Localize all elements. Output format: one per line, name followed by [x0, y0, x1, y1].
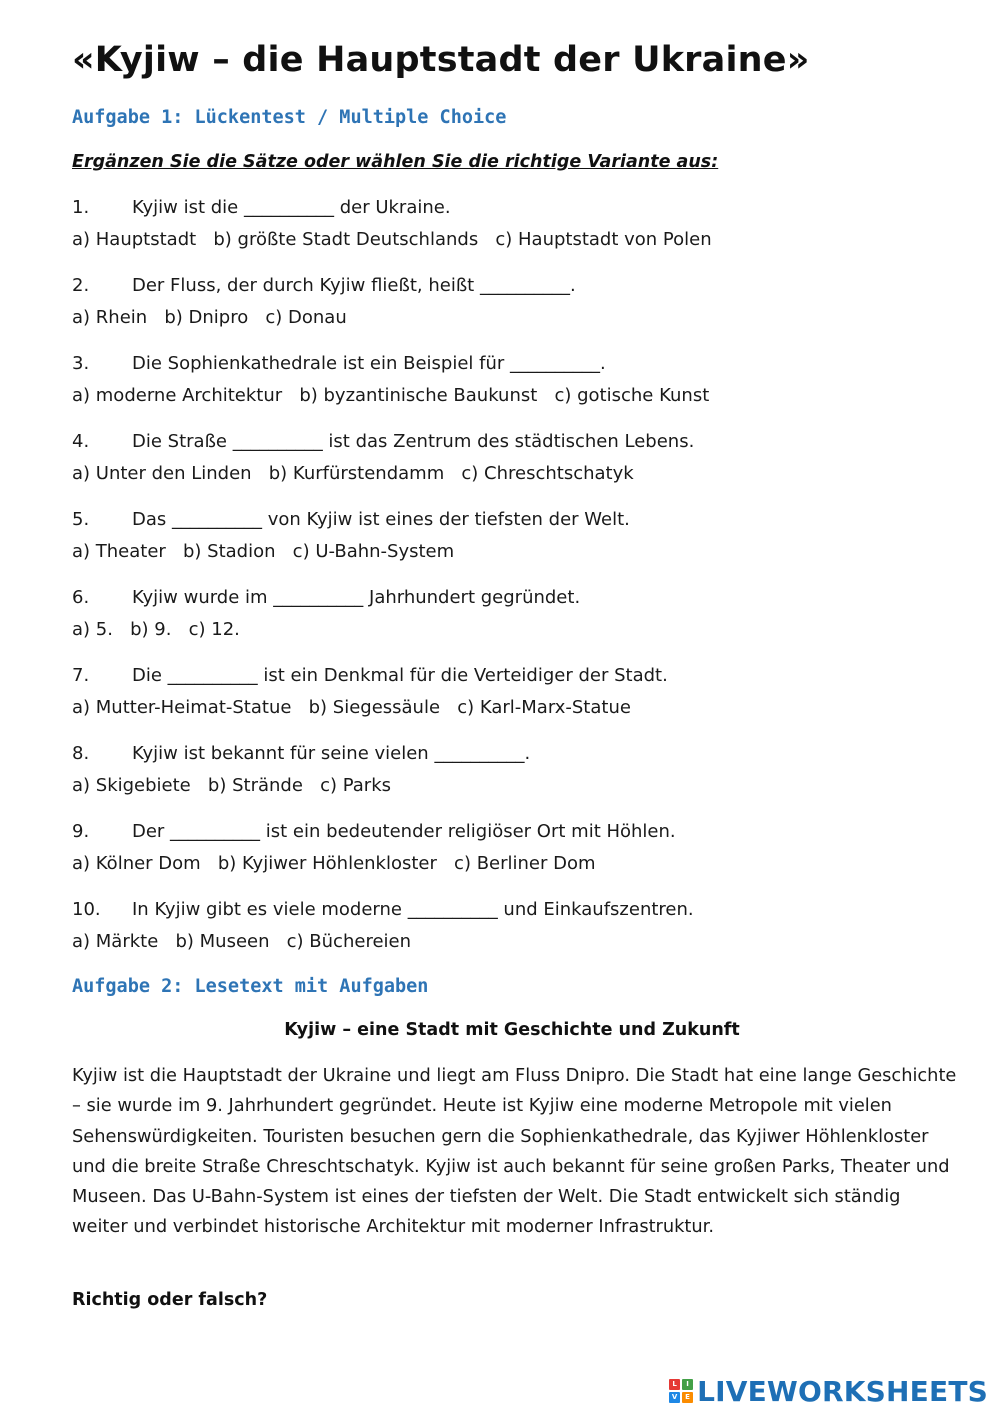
question-number: 7.	[72, 665, 90, 686]
question-number: 4.	[72, 431, 90, 452]
question-item	[72, 582, 962, 646]
task1-heading: Aufgabe 1: Lückentest / Multiple Choice	[72, 107, 507, 128]
question-options: a) 5. b) 9. c) 12.	[72, 619, 240, 640]
question-text: Der Fluss, der durch Kyjiw fließt, heißt __________.	[132, 275, 576, 296]
question-line	[72, 738, 962, 770]
question-text: Kyjiw ist bekannt für seine vielen __________.	[132, 743, 531, 764]
liveworksheets-logo-icon: L I V E	[669, 1379, 693, 1403]
question-options: a) Märkte b) Museen c) Büchereien	[72, 931, 412, 952]
question-text: Das __________ von Kyjiw ist eines der tiefsten der Welt.	[132, 509, 630, 530]
question-options: a) moderne Architektur b) byzantinische Baukunst c) gotische Kunst	[72, 385, 710, 406]
question-options: a) Rhein b) Dnipro c) Donau	[72, 307, 347, 328]
question-number: 1.	[72, 197, 90, 218]
question-text: Die Sophienkathedrale ist ein Beispiel für __________.	[132, 353, 606, 374]
true-false-heading: Richtig oder falsch?	[72, 1290, 268, 1310]
question-item	[72, 816, 962, 880]
reading-title: Kyjiw – eine Stadt mit Geschichte und Zukunft	[284, 1020, 740, 1040]
question-line	[72, 270, 962, 302]
question-text: Die Straße __________ ist das Zentrum des städtischen Lebens.	[132, 431, 695, 452]
question-number: 2.	[72, 275, 90, 296]
question-line	[72, 660, 962, 692]
question-number: 3.	[72, 353, 90, 374]
question-options: a) Mutter-Heimat-Statue b) Siegessäule c) Karl-Marx-Statue	[72, 697, 631, 718]
question-item	[72, 894, 962, 958]
question-line	[72, 894, 962, 926]
question-options: a) Unter den Linden b) Kurfürstendamm c) Chreschtschatyk	[72, 463, 634, 484]
logo-text: LIVEWORKSHEETS	[697, 1374, 988, 1408]
question-line	[72, 504, 962, 536]
question-item	[72, 348, 962, 412]
question-number: 9.	[72, 821, 90, 842]
question-text: Die __________ ist ein Denkmal für die Verteidiger der Stadt.	[132, 665, 668, 686]
question-text: Der __________ ist ein bedeutender religiöser Ort mit Höhlen.	[132, 821, 676, 842]
task1-instruction: Ergänzen Sie die Sätze oder wählen Sie die richtige Variante aus:	[72, 152, 719, 172]
question-item	[72, 504, 962, 568]
question-options: a) Hauptstadt b) größte Stadt Deutschlands c) Hauptstadt von Polen	[72, 229, 712, 250]
question-line	[72, 348, 962, 380]
question-number: 8.	[72, 743, 90, 764]
question-line	[72, 582, 962, 614]
question-line	[72, 426, 962, 458]
question-line	[72, 816, 962, 848]
question-number: 5.	[72, 509, 90, 530]
question-item	[72, 660, 962, 724]
page-title: «Kyjiw – die Hauptstadt der Ukraine»	[72, 40, 810, 80]
question-options: a) Theater b) Stadion c) U-Bahn-System	[72, 541, 455, 562]
question-item	[72, 738, 962, 802]
question-number: 10.	[72, 899, 101, 920]
question-text: In Kyjiw gibt es viele moderne __________ und Einkaufszentren.	[132, 899, 694, 920]
question-text: Kyjiw ist die __________ der Ukraine.	[132, 197, 451, 218]
question-item	[72, 426, 962, 490]
question-item	[72, 270, 962, 334]
question-line	[72, 192, 962, 224]
task2-heading: Aufgabe 2: Lesetext mit Aufgaben	[72, 976, 429, 997]
question-number: 6.	[72, 587, 90, 608]
reading-text: Kyjiw ist die Hauptstadt der Ukraine und liegt am Fluss Dnipro. Die Stadt hat eine lange Geschichte – sie wurde im 9. Jahrhundert gegründet. Heute ist Kyjiw eine moderne Metropole mit vielen Sehenswürdigkeiten. Touristen besuchen gern die Sophienkathedrale, das Kyjiwer Höhlenkloster und die breite Straße Chreschtschatyk. Kyjiw ist auch bekannt für seine großen Parks, Theater und Museen. Das U-Bahn-System ist eines der tiefsten der Welt. Die Stadt entwickelt sich ständig weiter und verbindet historische Architektur mit moderner Infrastruktur.	[72, 1065, 957, 1238]
question-options: a) Skigebiete b) Strände c) Parks	[72, 775, 391, 796]
question-text: Kyjiw wurde im __________ Jahrhundert gegründet.	[132, 587, 581, 608]
question-item	[72, 192, 962, 256]
question-options: a) Kölner Dom b) Kyjiwer Höhlenkloster c) Berliner Dom	[72, 853, 596, 874]
liveworksheets-logo	[669, 1372, 988, 1410]
